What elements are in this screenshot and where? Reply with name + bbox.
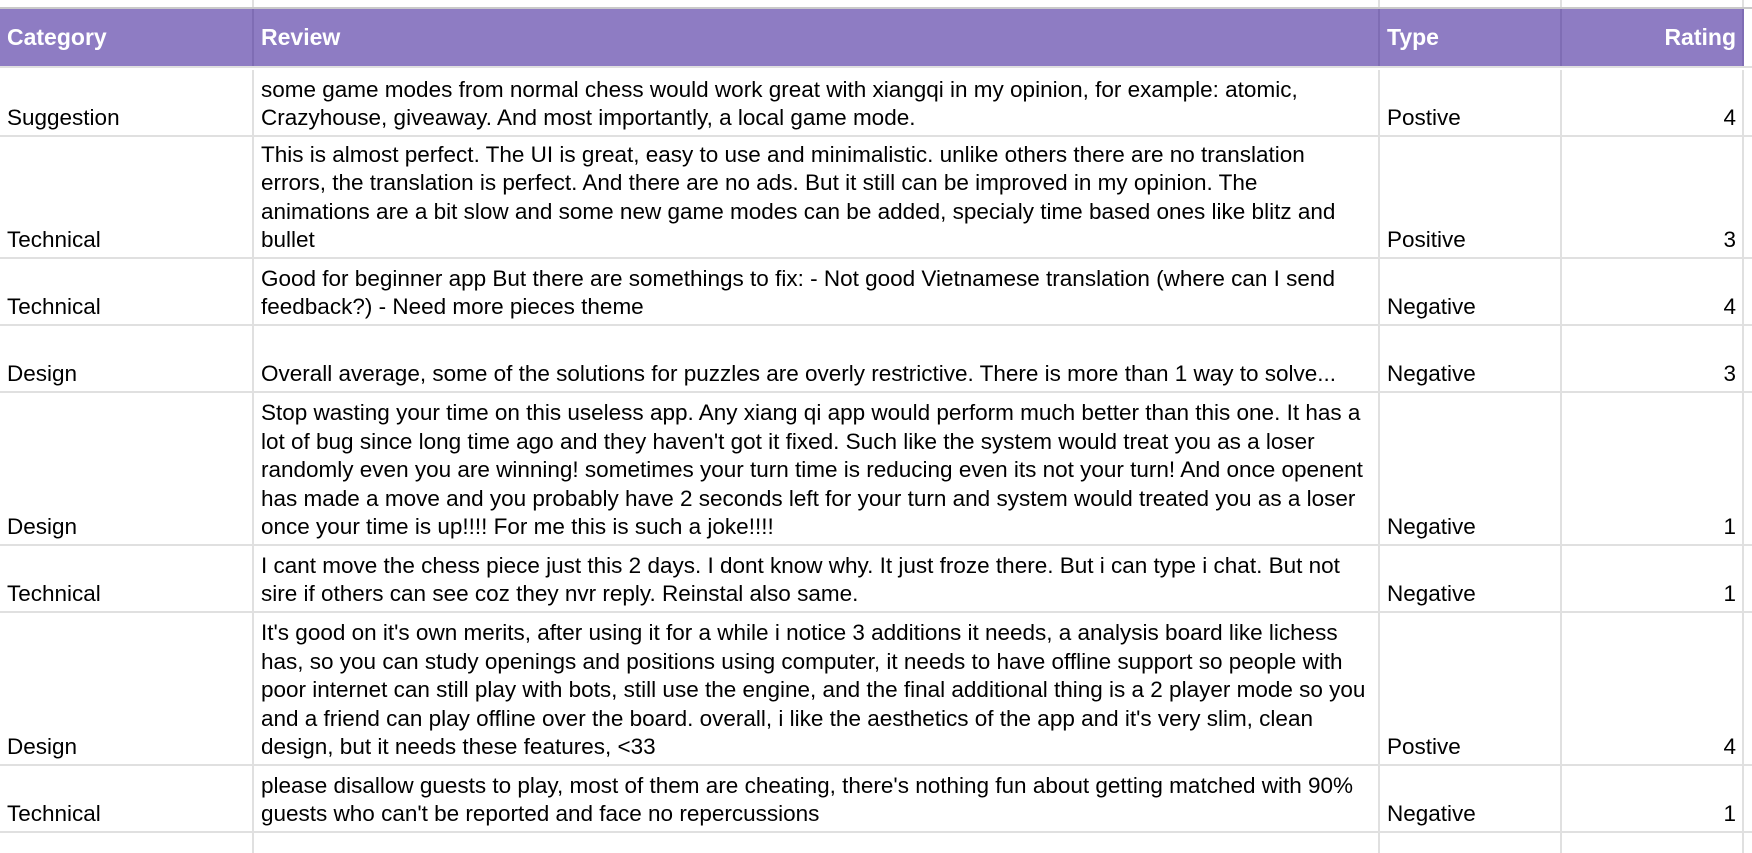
type-cell[interactable] [1380, 326, 1562, 391]
review-cell[interactable] [254, 259, 1380, 324]
rating-cell[interactable] [1562, 393, 1744, 544]
cell[interactable] [0, 0, 254, 7]
header-cell-category[interactable] [0, 9, 254, 66]
type-cell[interactable] [1380, 766, 1562, 831]
type-value: Positive [1387, 227, 1466, 253]
cell[interactable] [1744, 833, 1752, 853]
cell[interactable] [1744, 326, 1752, 391]
type-value: Negative [1387, 801, 1476, 827]
type-cell[interactable] [1380, 613, 1562, 764]
rating-cell[interactable] [1562, 137, 1744, 257]
category-cell[interactable] [0, 70, 254, 135]
cell[interactable] [1744, 70, 1752, 135]
header-label: Rating [1664, 24, 1736, 51]
cell[interactable] [1744, 613, 1752, 764]
type-value: Negative [1387, 361, 1476, 387]
rating-cell[interactable] [1562, 546, 1744, 611]
category-cell[interactable] [0, 613, 254, 764]
review-value: This is almost perfect. The UI is great, easy to use and minimalistic. unlike others there are no translation errors, the translation is perfect. And there are no ads. But it still can be improved in my opinion. The animations are a bit slow and some new game modes can be added, specialy time based ones like blitz and bullet [261, 141, 1342, 253]
review-value: Good for beginner app But there are somethings to fix: - Not good Vietnamese translation (where can I send feedback?) - Need more pieces theme [261, 265, 1342, 320]
rating-value: 3 [1723, 361, 1736, 387]
table-row [0, 546, 1752, 613]
type-value: Negative [1387, 514, 1476, 540]
type-value: Negative [1387, 294, 1476, 320]
review-value: some game modes from normal chess would work great with xiangqi in my opinion, for example: atomic, Crazyhouse, giveaway. And most importantly, a local game mode. [261, 76, 1304, 131]
category-value: Technical [7, 294, 101, 320]
rating-cell[interactable] [1562, 259, 1744, 324]
review-cell[interactable] [254, 546, 1380, 611]
cell[interactable] [1744, 9, 1752, 66]
category-cell[interactable] [0, 259, 254, 324]
header-label: Review [261, 24, 341, 51]
header-cell-type[interactable] [1380, 9, 1562, 66]
category-value: Design [7, 514, 78, 540]
cell[interactable] [1744, 546, 1752, 611]
type-value: Postive [1387, 734, 1461, 760]
type-cell[interactable] [1380, 393, 1562, 544]
rating-value: 1 [1723, 581, 1736, 607]
header-label: Category [7, 24, 107, 51]
type-cell[interactable] [1380, 70, 1562, 135]
cell[interactable] [0, 833, 254, 853]
cell[interactable] [1380, 833, 1562, 853]
cell[interactable] [1562, 0, 1744, 7]
type-cell[interactable] [1380, 259, 1562, 324]
header-cell-review[interactable] [254, 9, 1380, 66]
review-cell[interactable] [254, 766, 1380, 831]
table-row [0, 766, 1752, 833]
rating-value: 1 [1723, 514, 1736, 540]
type-value: Negative [1387, 581, 1476, 607]
category-value: Design [7, 361, 78, 387]
table-row [0, 613, 1752, 766]
type-cell[interactable] [1380, 546, 1562, 611]
header-row [0, 9, 1752, 68]
next-row-fragment [0, 833, 1752, 853]
category-cell[interactable] [0, 546, 254, 611]
previous-row-fragment [0, 0, 1752, 9]
rating-cell[interactable] [1562, 613, 1744, 764]
category-value: Technical [7, 801, 101, 827]
category-value: Technical [7, 227, 101, 253]
category-value: Technical [7, 581, 101, 607]
review-cell[interactable] [254, 613, 1380, 764]
rating-cell[interactable] [1562, 70, 1744, 135]
cell[interactable] [1380, 0, 1562, 7]
cell[interactable] [1744, 0, 1752, 7]
cell[interactable] [1744, 766, 1752, 831]
review-cell[interactable] [254, 70, 1380, 135]
rating-cell[interactable] [1562, 766, 1744, 831]
cell[interactable] [1562, 833, 1744, 853]
rating-value: 4 [1723, 734, 1736, 760]
category-cell[interactable] [0, 393, 254, 544]
rating-value: 4 [1723, 105, 1736, 131]
review-cell[interactable] [254, 393, 1380, 544]
review-value: It's good on it's own merits, after using it for a while i notice 3 additions it needs, a analysis board like lichess has, so you can study openings and positions using computer, it needs to have offline support so people with poor internet can still play with bots, still use the engine, and the final additional thing is a 2 player mode so you and a friend can play offline over the board. overall, i like the aesthetics of the app and it's very slim, clean design, but it needs these features, <33 [261, 620, 1372, 760]
type-cell[interactable] [1380, 137, 1562, 257]
table-row [0, 259, 1752, 326]
table-row [0, 393, 1752, 546]
cell[interactable] [254, 833, 1380, 853]
category-value: Design [7, 734, 78, 760]
cell[interactable] [254, 0, 1380, 7]
cell[interactable] [1744, 259, 1752, 324]
rating-value: 4 [1723, 294, 1736, 320]
review-value: I cant move the chess piece just this 2 days. I dont know why. It just froze there. But i can type i chat. But not sire if others can see coz they nvr reply. Reinstal also same. [261, 552, 1347, 607]
table-row [0, 137, 1752, 259]
rating-cell[interactable] [1562, 326, 1744, 391]
review-cell[interactable] [254, 326, 1380, 391]
header-label: Type [1387, 24, 1439, 51]
review-cell[interactable] [254, 137, 1380, 257]
cell[interactable] [1744, 137, 1752, 257]
category-cell[interactable] [0, 766, 254, 831]
table-row [0, 326, 1752, 393]
category-cell[interactable] [0, 137, 254, 257]
type-value: Postive [1387, 105, 1461, 131]
review-value: Stop wasting your time on this useless app. Any xiang qi app would perform much better than this one. It has a lot of bug since long time ago and they haven't got it fixed. Such like the system would treat you as a loser randomly even you are winning! sometimes your turn time is reducing even its not your turn! And once openent has made a move and you probably have 2 seconds left for your turn and system would treated you as a loser once your time is up!!!! For me this is such a joke!!!! [261, 400, 1370, 540]
category-value: Suggestion [7, 105, 120, 131]
rating-value: 3 [1723, 227, 1736, 253]
category-cell[interactable] [0, 326, 254, 391]
review-value: please disallow guests to play, most of them are cheating, there's nothing fun about getting matched with 90% guests who can't be reported and face no repercussions [261, 772, 1360, 827]
table-row [0, 70, 1752, 137]
rating-value: 1 [1723, 801, 1736, 827]
header-cell-rating[interactable] [1562, 9, 1744, 66]
review-value: Overall average, some of the solutions for puzzles are overly restrictive. There is more than 1 way to solve... [261, 361, 1337, 387]
cell[interactable] [1744, 393, 1752, 544]
